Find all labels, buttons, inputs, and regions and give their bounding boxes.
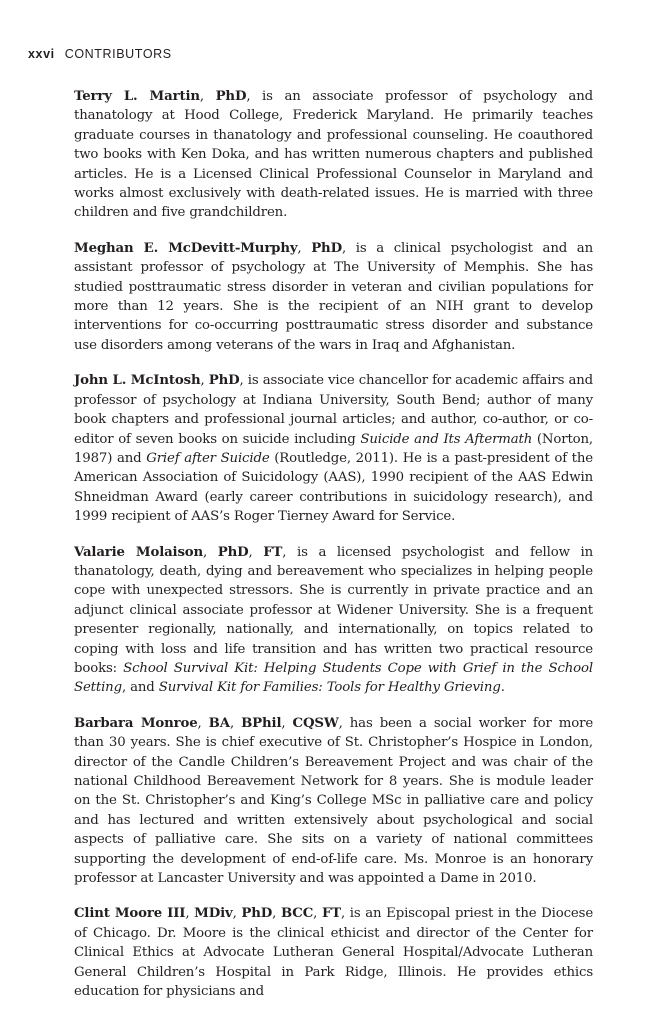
contributor-credential: FT xyxy=(321,906,341,922)
contributor-credential: PhD xyxy=(208,373,240,389)
contributor-credential: FT xyxy=(263,544,283,560)
running-header xyxy=(28,47,172,61)
contributor-name: Barbara Monroe xyxy=(74,715,198,731)
bio-text: , is associate vice chancellor for academic affairs and professor of psychology at Indiana University, South Bend; author of many book chapters and professional journal articles; and author, co-author, or co-editor of seven books on suicide including xyxy=(74,373,594,447)
contributor-name: Terry L. Martin xyxy=(74,89,200,104)
contributor-credential: PhD xyxy=(311,240,342,256)
contributor-credential: BA xyxy=(208,715,230,731)
bio-text: . xyxy=(500,680,505,696)
contributor-credential: BCC xyxy=(280,906,314,922)
contributor-name: Valarie Molaison xyxy=(74,544,204,560)
section-title: CONTRIBUTORS xyxy=(64,47,172,61)
bio-text: , is an Episcopal priest in the Diocese of Chicago. Dr. Moore is the clinical ethicist and director of the Center for Clinical Ethics at Advocate Lutheran General Hospital/Advocate Lutheran General Children’s Hospital in Park Ridge, Illinois. He provides ethics education for physicians and xyxy=(74,906,594,1000)
contributor-entry: Meghan E. McDevitt-Murphy, PhD, is a clinical psychologist and an assistant professor of psychology at The University of Memphis. She has studied posttraumatic stress disorder in veteran and civilian populations for more than 12 years. She is the recipient of an NIH grant to develop interventions for co-occurring posttraumatic stress disorder and substance use disorders among veterans of the wars in Iraq and Afghanistan. xyxy=(74,240,593,353)
contributor-credential: MDiv xyxy=(194,906,233,922)
contributors-list xyxy=(74,87,593,1017)
bio-text: , is a clinical psychologist and an assistant professor of psychology at The University of Memphis. She has studied posttraumatic stress disorder in veteran and civilian populations for more than 12 years. She is the recipient of an NIH grant to develop interventions for co-occurring posttraumatic stress disorder and substance use disorders among veterans of the wars in Iraq and Afghanistan. xyxy=(74,240,593,353)
contributor-entry: Terry L. Martin, PhD, is an associate professor of psychology and thanatology at Hood College, Frederick Maryland. He primarily teaches graduate courses in thanatology and professional counseling. He coauthored two books with Ken Doka, and has written numerous chapters and published articles. He is a Licensed Clinical Professional Counselor in Maryland and works almost exclusively with death-related issues. He is married with three children and five grandchildren. xyxy=(74,89,593,221)
bio-text: (Norton, 1987) and xyxy=(74,431,594,466)
book-title: Grief after Suicide xyxy=(146,450,270,466)
bio-text: (Routledge, 2011). He is a past-president of the American Association of Suicidology (AAS), 1990 recipient of the AAS Edwin Shneidman Award (early career contributions in suicidology research), and 1999 recipient of AAS’s Roger Tierney Award for Service. xyxy=(74,450,593,525)
contributor-entry: John L. McIntosh, PhD, is associate vice chancellor for academic affairs and professor of psychology at Indiana University, South Bend; author of many book chapters and professional journal articles; and author, co-author, or co-editor of seven books on suicide including Suicide and Its Aftermath (Norton, 1987) and Grief after Suicide (Routledge, 2011). He is a past-president of the American Association of Suicidology (AAS), 1990 recipient of the AAS Edwin Shneidman Award (early career contributions in suicidology research), and 1999 recipient of AAS’s Roger Tierney Award for Service. xyxy=(74,373,594,525)
contributor-name: John L. McIntosh xyxy=(74,373,201,389)
book-title: School Survival Kit: Helping Students Cope with Grief in the School Setting xyxy=(74,660,593,696)
bio-text: , is an associate professor of psychology and thanatology at Hood College, Frederick Maryland. He primarily teaches graduate courses in thanatology and professional counseling. He coauthored two books with Ken Doka, and has written numerous chapters and published articles. He is a Licensed Clinical Professional Counselor in Maryland and works almost exclusively with death-related issues. He is married with three children and five grandchildren. xyxy=(74,89,593,221)
contributor-credential: PhD xyxy=(241,906,273,922)
contributor-credential: CQSW xyxy=(292,715,339,731)
book-title: Survival Kit for Families: Tools for Healthy Grieving xyxy=(158,680,501,696)
contributor-credential: PhD xyxy=(217,544,249,560)
bio-text: , and xyxy=(121,680,159,696)
contributor-credential: BPhil xyxy=(241,715,282,731)
bio-text: , has been a social worker for more than 30 years. She is chief executive of St. Christopher’s Hospice in London, director of the Candle Children’s Bereavement Project and was chair of the national Childhood Bereavement Network for 8 years. She is module leader on the St. Christopher’s and King’s College MSc in palliative care and policy and has lectured and written extensively about psychological and social aspects of palliative care. She sits on a variety of national committees supporting the development of end-of-life care. Ms. Monroe is an honorary professor at Lancaster University and was appointed a Dame in 2010. xyxy=(74,715,594,887)
contributor-name: Clint Moore III xyxy=(74,906,186,922)
page-number: xxvi xyxy=(28,47,55,61)
contributor-entry: Valarie Molaison, PhD, FT, is a licensed psychologist and fellow in thanatology, death, dying and bereavement who specializes in helping people cope with unexpected stressors. She is currently in private practice and an adjunct clinical associate professor at Widener University. She is a frequent presenter regionally, nationally, and internationally, on topics related to coping with loss and life transition and has written two practical resource books: School Survival Kit: Helping Students Cope with Grief in the School Setting, and Survival Kit for Families: Tools for Healthy Grieving. xyxy=(74,544,593,696)
bio-text: , is a licensed psychologist and fellow in thanatology, death, dying and bereavement who specializes in helping people cope with unexpected stressors. She is currently in private practice and an adjunct clinical associate professor at Widener University. She is a frequent presenter regionally, nationally, and internationally, on topics related to coping with loss and life transition and has written two practical resource books: xyxy=(74,544,593,676)
contributor-entry: Barbara Monroe, BA, BPhil, CQSW, has been a social worker for more than 30 years. She is chief executive of St. Christopher’s Hospice in London, director of the Candle Children’s Bereavement Project and was chair of the national Childhood Bereavement Network for 8 years. She is module leader on the St. Christopher’s and King’s College MSc in palliative care and policy and has lectured and written extensively about psychological and social aspects of palliative care. She sits on a variety of national committees supporting the development of end-of-life care. Ms. Monroe is an honorary professor at Lancaster University and was appointed a Dame in 2010. xyxy=(74,715,594,887)
contributor-entry: Clint Moore III, MDiv, PhD, BCC, FT, is an Episcopal priest in the Diocese of Chicago. Dr. Moore is the clinical ethicist and director of the Center for Clinical Ethics at Advocate Lutheran General Hospital/Advocate Lutheran General Children’s Hospital in Park Ridge, Illinois. He provides ethics education for physicians and xyxy=(74,906,594,1000)
contributor-name: Meghan E. McDevitt-Murphy xyxy=(74,240,298,256)
book-title: Suicide and Its Aftermath xyxy=(360,431,533,447)
contributor-credential: PhD xyxy=(215,89,247,104)
